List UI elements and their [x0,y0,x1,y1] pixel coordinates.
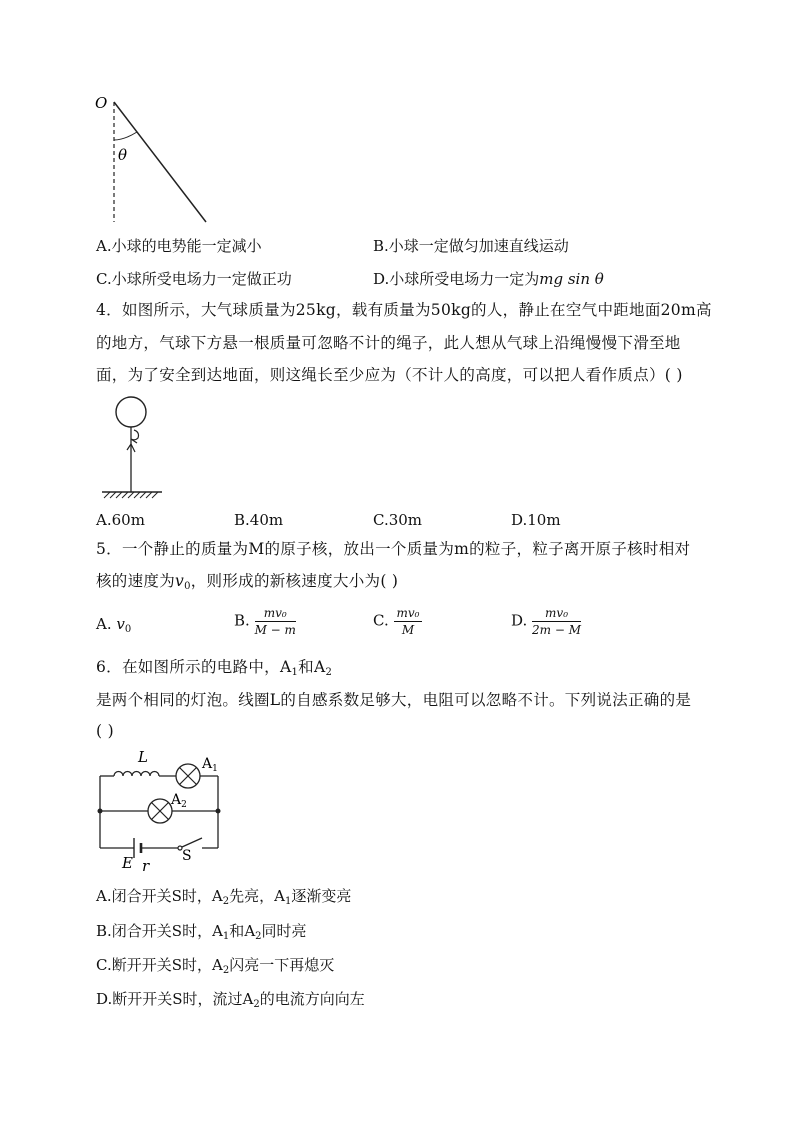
q5-option-d-label: D. [511,611,528,630]
q5-line-2-pre: 核的速度为 [96,572,176,590]
q5-option-d [511,606,581,637]
q6-option-b-text-2: 和 [229,922,245,940]
q4-option-c: C.30m [373,511,423,529]
q6-option-b-lamp-1: A [212,922,223,940]
circuit-label-a1: $A_1$ [202,756,218,774]
q6-option-d-lamp-2: A [242,990,254,1008]
q5-option-a-var: v [116,615,125,633]
q5-line-2-post: ，则形成的新核速度大小为( ) [190,572,399,590]
q6-option-a-lamp-1-sub: 1 [284,896,292,907]
junction-dot [98,809,103,814]
q4-line-1: 4．如图所示，大气球质量为25kg，载有质量为50kg的人，静止在空气中距地面20m高 [96,301,712,319]
q5-option-a-label: A. [96,615,112,633]
q6-option-a-text-2: 先亮， [229,887,275,905]
q6-option-a-text-3: 逐渐变亮 [291,887,352,905]
q5-option-b-fraction [255,606,296,637]
q5-option-d-num: mv₀ [532,606,581,622]
circuit-label-s: S [182,848,192,864]
point-o-label: O [95,94,108,112]
circuit-label-l: L [138,748,148,766]
q5-option-b-den: M − m [254,623,296,637]
q5-option-d-fraction [532,606,581,637]
q5-option-c-den: M [401,623,415,637]
q5-option-b-label: B. [234,611,250,630]
q4-option-a: A.60m [96,511,145,529]
q6-option-b-lamp-1-sub: 1 [222,931,230,942]
q6-option-a-lamp-2-sub: 2 [222,896,230,907]
q5-option-b-num: mv₀ [255,606,296,622]
circuit-figure [94,746,234,874]
q5-line-1: 5．一个静止的质量为M的原子核，放出一个质量为m的粒子，粒子离开原子核时相对 [96,540,691,558]
q6-line-1-pre: 6．在如图所示的电路中， [96,658,280,676]
q6-option-a-lamp-2: A [211,887,223,905]
pendulum-figure [90,90,220,230]
q3-option-d [373,269,604,289]
q6-option-d-text-2: 的电流方向向左 [259,990,365,1008]
q6-line-2: 是两个相同的灯泡。线圈L的自感系数足够大，电阻可以忽略不计。下列说法正确的是 [96,691,692,709]
q5-option-c-label: C. [373,611,389,630]
q5-v0-var: v [175,572,185,590]
q6-a2: A [313,658,326,676]
q6-a1-sub: 1 [291,667,299,678]
circuit-label-a2: $A_2$ [171,792,187,810]
q6-option-a [96,886,351,906]
q6-option-c-lamp-2: A [212,956,223,974]
circuit-label-e: E [122,854,133,872]
ground-hatch [104,492,158,498]
lamp-a2-icon [148,799,172,823]
q6-option-b-lamp-2: A [244,922,256,940]
q5-line-2 [96,570,398,592]
q6-option-d [96,989,365,1009]
q4-option-d: D.10m [511,511,561,529]
lamp-a1-icon [176,764,200,788]
q6-option-d-lamp-2-sub: 2 [253,999,260,1010]
person-figure [127,430,139,452]
theta-label: θ [118,146,128,164]
q6-option-a-text-1: A.闭合开关S时， [96,887,212,905]
q6-line-1 [96,656,332,678]
q6-option-a-lamp-1: A [274,887,285,905]
q6-option-c-lamp-2-sub: 2 [222,965,230,976]
junction-dot [216,809,221,814]
q6-option-b-lamp-2-sub: 2 [255,931,262,942]
q6-option-b-text-1: B.闭合开关S时， [96,922,213,940]
q4-option-b: B.40m [234,511,284,529]
q6-line-3: ( ) [96,722,114,740]
q6-a1: A [279,658,292,676]
q6-option-c-text-2: 闪亮一下再熄灭 [229,956,335,974]
q6-option-b-text-3: 同时亮 [261,922,307,940]
q3-option-c: C.小球所受电场力一定做正功 [96,270,292,288]
q5-option-c [373,606,422,637]
q5-option-d-den: 2m − M [532,623,582,637]
q6-a2-sub: 2 [325,667,333,678]
angle-arc [114,132,137,140]
q6-option-b [96,921,307,941]
q3-option-a: A.小球的电势能一定减小 [96,237,262,255]
balloon-circle [116,397,146,427]
string-line [114,102,206,222]
q4-line-2: 的地方，气球下方悬一根质量可忽略不计的绳子，此人想从气球上沿绳慢慢下滑至地 [96,334,681,352]
battery-icon [134,838,141,858]
q3-option-b: B.小球一定做匀加速直线运动 [373,237,569,255]
balloon-figure [96,394,166,500]
coil-icon [114,772,159,777]
q6-option-c [96,955,334,975]
q5-option-a-sub: 0 [124,624,132,635]
q5-option-c-num: mv₀ [394,606,423,622]
q5-v0-sub: 0 [184,581,191,592]
q5-option-b [234,606,296,637]
q3-option-d-formula: mg sin θ [539,270,604,288]
q3-option-d-text: D.小球所受电场力一定为 [373,270,540,288]
q6-option-c-text-1: C.断开开关S时， [96,956,212,974]
q6-and: 和 [298,658,314,676]
q5-option-a [96,614,131,634]
circuit-label-r: r [142,857,150,874]
q4-line-3: 面，为了安全到达地面，则这绳长至少应为（不计人的高度，可以把人看作质点）( ) [96,366,683,384]
q5-option-c-fraction [394,606,423,637]
q6-option-d-text-1: D.断开开关S时，流过 [96,990,243,1008]
